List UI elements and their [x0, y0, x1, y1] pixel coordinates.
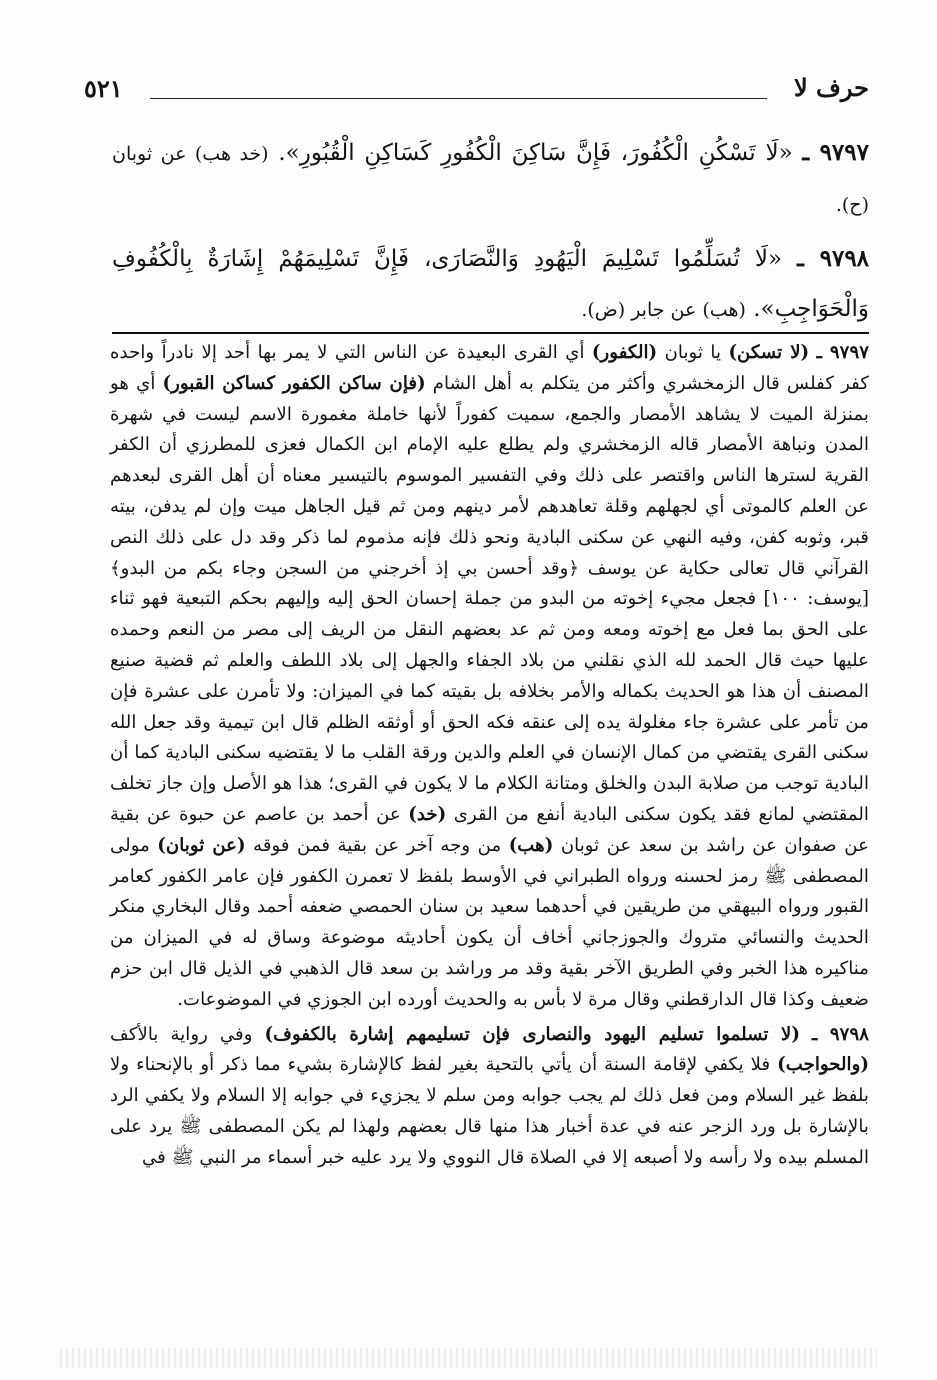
quoted-phrase: (فإن ساكن الكفور كساكن القبور): [162, 372, 426, 394]
source-code: (خد): [408, 803, 447, 825]
source-code: (هب): [508, 834, 554, 856]
hadith-9798: [112, 234, 869, 335]
quoted-phrase: (لا تسكن): [728, 342, 810, 363]
page-number: ٥٢١: [84, 74, 123, 103]
commentary-text: أي هو بمنزلة الميت لا يشاهد الأمصار والجمع، سميت كفوراً لأنها خاملة مغمورة الاسم ليست في شهرة المدن ونباهة الأمصار قاله الزمخشري ولم يطلع عليه الإمام ابن الكمال فعزى للمطرزي أن الكفر القرية لسترها الناس واقتصر على ذلك وفي التفسير الموسوم بالتيسير معناه أن أهل القرى لبعدهم عن العلم كالموتى أي لجهلهم وقلة تعاهدهم لأمر دينهم ومن ثم قيل الجاهل ميت وإن لم يدفن، بيته قبر، وثوبه كفن، وفيه النهي عن سكنى البادية ونحو ذلك فإنه مذموم لما ذكر وقد دل على ذلك النص القرآني قال تعالى حكاية عن يوسف ﴿وقد أحسن بي إذ أخرجني من السجن وجاء بكم من البدو﴾ [يوسف: ١٠٠] فجعل مجيء إخوته من البدو من جملة إحسان الحق إليه وإليهم بحكم التبعية فهو ثناء على الحق بما فعل مع إخوته ومعه ومن ثم عد بعضهم النقل من الريف إلى مصر من النعم وحمده عليها حيث قال الحمد لله الذي نقلني من بلاد الجفاء والجهل إلى بلاد اللطف والعلم ثم قضية صنيع المصنف أن هذا هو الحديث بكماله والأمر بخلافه بل بقيته كما في الميزان: ولا تأمرن على عشرة فإن من تأمر على عشرة جاء مغلولة يده إلى عنقه فكه الحق أو أوثقه الظلم قال ابن تيمية وقد جعل الله سكنى القرى يقتضي من كمال الإنسان في العلم والدين ورقة القلب ما لا يقتضيه سكنى البادية كما أن البادية توجب من صلابة البدن والخلق ومتانة الكلام ما لا يكون في القرى؛ هذا هو الأصل وإن جاز تخلف المقتضي لمانع فقد يكون سكنى البادية أنفع من القرى: [110, 372, 869, 825]
commentary: [110, 338, 869, 1178]
quoted-phrase: (عن ثوبان): [157, 834, 246, 856]
hadith-9797: [112, 128, 869, 230]
commentary-text: أي القرى البعيدة عن الناس التي لا يمر بها أحد إلا نادراً واحده كفر كفلس قال الزمخشري وأكثر من يتكلم به أهل الشام: [110, 342, 870, 394]
hadith-number: ٩٧٩٨ ـ: [797, 245, 870, 272]
quoted-phrase: (والحواجب): [777, 1054, 869, 1076]
commentary-number: ٩٧٩٨ ـ: [812, 1023, 869, 1045]
chapter-title: حرف لا: [794, 73, 869, 102]
hadith-source: (خد هب) عن ثوبان (ح).: [112, 143, 869, 216]
commentary-text: عن أحمد بن عاصم عن حبوة عن بقية عن صفوان عن راشد بن سعد عن ثوبان: [110, 803, 870, 856]
header-rule: [150, 98, 767, 99]
quoted-phrase: (الكفور): [591, 342, 658, 363]
commentary-text: من وجه آخر عن بقية فمن فوقه: [245, 834, 509, 856]
commentary-text: يا ثوبان: [657, 342, 729, 363]
commentary-paragraph-9797: [110, 338, 869, 1016]
scan-noise-strip: [60, 1348, 877, 1368]
hadith-text: «لَا تُسَلِّمُوا تَسْلِيمَ الْيَهُودِ وَالنَّصَارَى، فَإِنَّ تَسْلِيمَهُمْ إِشَارَةٌ بِالْكُفُوفِ وَالْحَوَاجِبِ».: [112, 246, 869, 322]
commentary-number: ٩٧٩٧ ـ: [816, 342, 869, 363]
commentary-paragraph-9798: [110, 1020, 869, 1174]
commentary-text: وفي رواية بالأكف: [110, 1023, 265, 1045]
hadith-source: (هب) عن جابر (ض).: [581, 299, 746, 321]
hadith-number: ٩٧٩٧ ـ: [802, 139, 869, 166]
quoted-phrase: (لا تسلموا تسليم اليهود والنصارى فإن تسليمهم إشارة بالكفوف): [264, 1023, 801, 1045]
commentary-text: فلا يكفي لإقامة السنة أن يأتي بالتحية بغير لفظ كالإشارة بشيء مما ذكر أو بالإنحناء ولا بلفظ غير السلام ومن فعل ذلك لم يجب جوابه ومن سلم لا يجزيء في جوابه إلا السلام ولا يكفي الرد بالإشارة بل ورد الزجر عنه في عدة أخبار هذا منها قال بعضهم ولهذا لم يكن المصطفى ﷺ يرد على المسلم بيده ولا رأسه ولا أصبعه إلا في الصلاة قال النووي ولا يرد عليه خبر أسماء مر النبي ﷺ في: [110, 1054, 869, 1168]
hadith-text: «لَا تَسْكُنِ الْكُفُورَ، فَإِنَّ سَاكِنَ الْكُفُورِ كَسَاكِنِ الْقُبُورِ».: [278, 140, 793, 166]
commentary-separator: [112, 332, 869, 334]
commentary-text: مولى المصطفى ﷺ رمز لحسنه ورواه الطبراني في الأوسط بلفظ لا تعمرن الكفور فإن عامر الكفور كعامر القبور ورواه البيهقي من طريقين في أحدهما سعيد بن سنان الحمصي ضعفه أحمد وقال البخاري منكر الحديث والنسائي متروك والجوزجاني أخاف أن يكون أحاديثه موضوعة وساق له في الميزان من مناكيره هذا الخبر وفي الطريق الآخر بقية وقد مر وراشد بن سعد قال الذهبي في الذيل قال ابن حزم ضعيف وكذا قال الدارقطني وقال مرة لا بأس به والحديث أورده ابن الجوزي في الموضوعات.: [110, 834, 869, 1010]
